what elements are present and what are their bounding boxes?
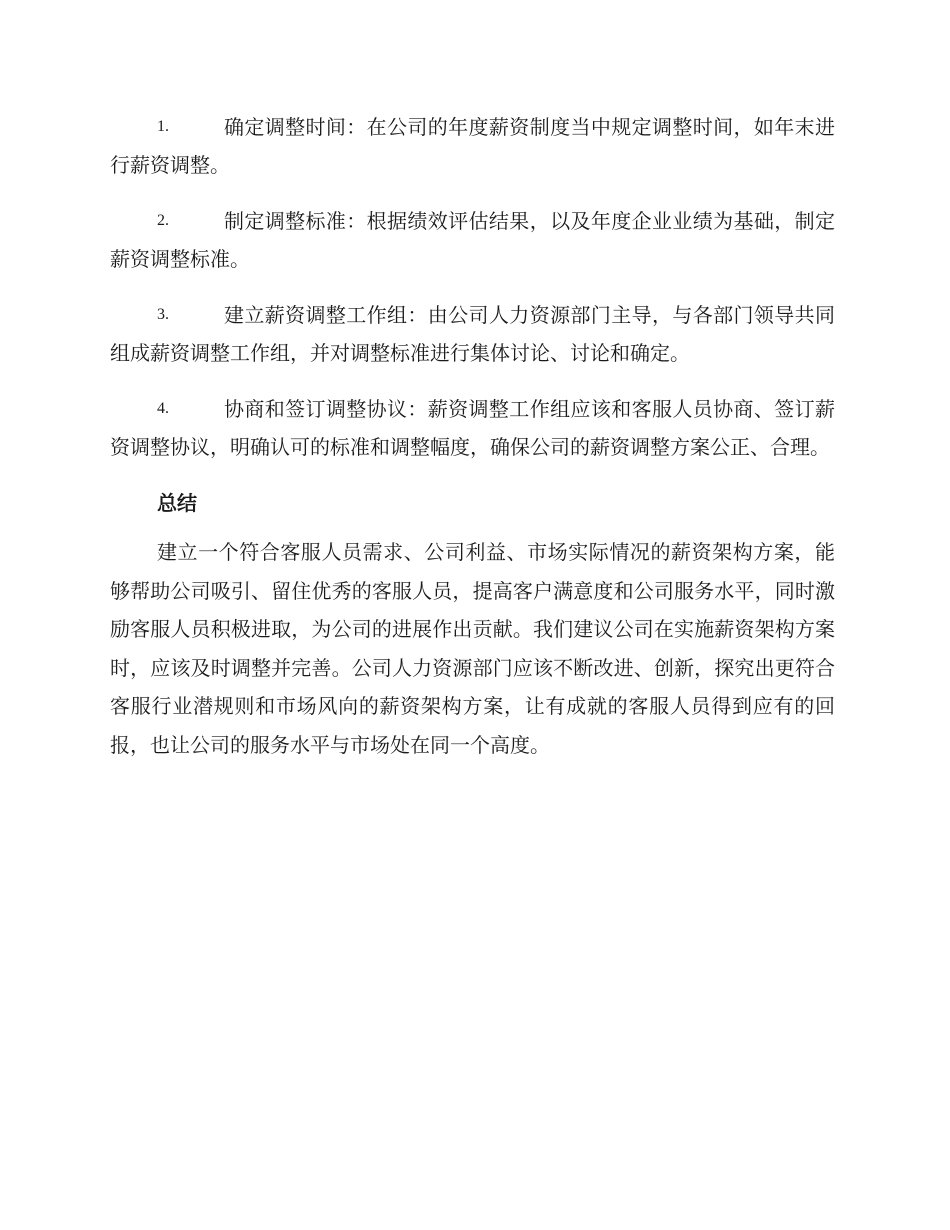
list-item [110,108,835,184]
list-item-number: 3. [157,306,169,323]
list-item-text: 制定调整标准：根据绩效评估结果，以及年度企业业绩为基础，制定薪资调整标准。 [110,209,835,271]
list-item-number: 1. [157,118,169,135]
list-item-number: 2. [157,212,169,229]
list-item [110,202,835,278]
list-item [110,296,835,372]
list-item-text: 协商和签订调整协议：薪资调整工作组应该和客服人员协商、签订薪资调整协议，明确认可的标准和调整幅度，确保公司的薪资调整方案公正、合理。 [110,397,835,459]
list-item-number: 4. [157,400,169,417]
summary-heading: 总结 [157,491,197,515]
document-page [110,108,835,764]
numbered-list [110,108,835,466]
summary-paragraph: 建立一个符合客服人员需求、公司利益、市场实际情况的薪资架构方案，能够帮助公司吸引、留住优秀的客服人员，提高客户满意度和公司服务水平，同时激励客服人员积极进取，为公司的进展作出贡献。我们建议公司在实施薪资架构方案时，应该及时调整并完善。公司人力资源部门应该不断改进、创新，探究出更符合客服行业潜规则和市场风向的薪资架构方案，让有成就的客服人员得到应有的回报，也让公司的服务水平与市场处在同一个高度。 [110,540,835,757]
list-item-text: 确定调整时间：在公司的年度薪资制度当中规定调整时间，如年末进行薪资调整。 [110,115,835,177]
list-item [110,390,835,466]
list-item-text: 建立薪资调整工作组：由公司人力资源部门主导，与各部门领导共同组成薪资调整工作组，并对调整标准进行集体讨论、讨论和确定。 [110,303,835,365]
